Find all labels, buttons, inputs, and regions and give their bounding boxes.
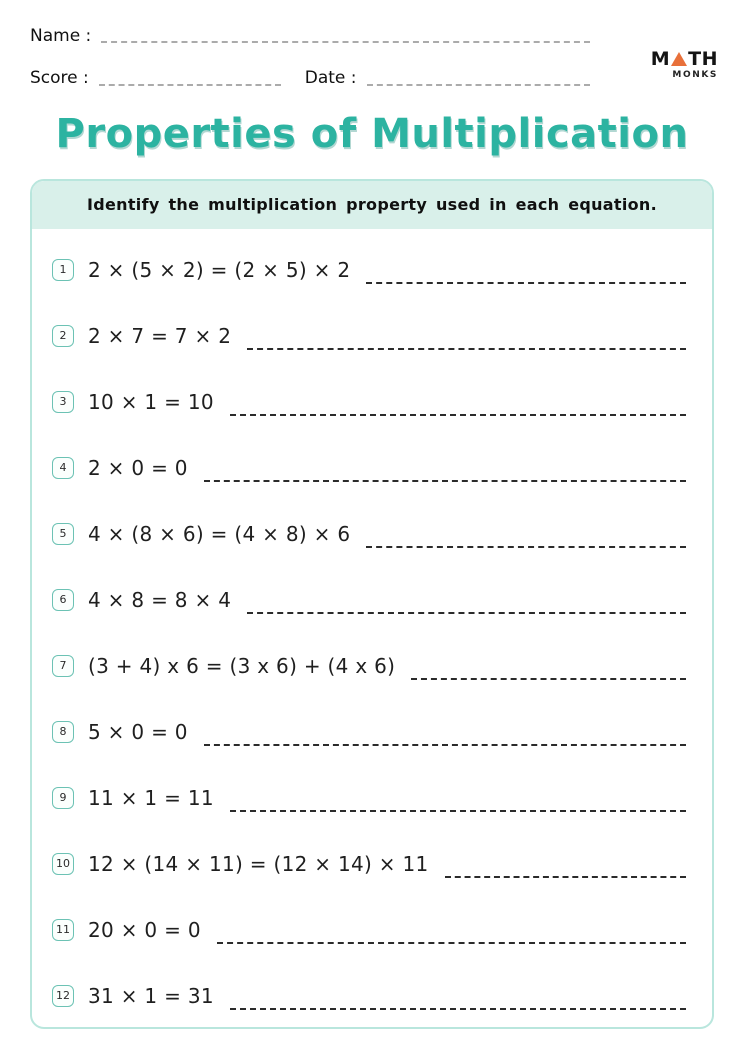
question-number-badge: 9 <box>52 787 74 809</box>
equation-text: 12 × (14 × 11) = (12 × 14) × 11 <box>88 851 429 876</box>
answer-line[interactable] <box>445 876 686 878</box>
logo-m: M <box>650 48 671 70</box>
date-label: Date : <box>304 68 357 89</box>
score-input-line[interactable] <box>99 84 281 86</box>
worksheet-box <box>30 179 714 1029</box>
answer-line[interactable] <box>411 678 686 680</box>
logo-wordmark <box>651 50 718 69</box>
question-number-badge: 12 <box>52 985 74 1007</box>
equation-text: 10 × 1 = 10 <box>88 389 214 414</box>
question-row <box>52 237 686 303</box>
question-row <box>52 963 686 1029</box>
equation-text: 4 × 8 = 8 × 4 <box>88 587 232 612</box>
equation-text: (3 + 4) x 6 = (3 x 6) + (4 x 6) <box>88 653 396 678</box>
question-row <box>52 567 686 633</box>
instruction-text: Identify the multiplication property used in each equation. <box>87 195 657 215</box>
question-row <box>52 303 686 369</box>
answer-line[interactable] <box>230 810 686 812</box>
answer-line[interactable] <box>247 612 686 614</box>
equation-text: 4 × (8 × 6) = (4 × 8) × 6 <box>88 521 351 546</box>
answer-line[interactable] <box>204 480 686 482</box>
answer-line[interactable] <box>230 414 686 416</box>
question-row <box>52 435 686 501</box>
question-number-badge: 5 <box>52 523 74 545</box>
equation-text: 2 × 0 = 0 <box>88 455 188 480</box>
question-row <box>52 897 686 963</box>
question-number-badge: 7 <box>52 655 74 677</box>
question-number-badge: 8 <box>52 721 74 743</box>
question-row <box>52 765 686 831</box>
equation-text: 2 × 7 = 7 × 2 <box>88 323 232 348</box>
logo-monks: MONKS <box>672 70 718 80</box>
equation-text: 31 × 1 = 31 <box>88 983 214 1008</box>
equation-text: 11 × 1 = 11 <box>88 785 214 810</box>
answer-line[interactable] <box>247 348 686 350</box>
page-title: Properties of Multiplication <box>55 110 689 157</box>
score-date-row <box>30 68 590 88</box>
answer-line[interactable] <box>204 744 686 746</box>
question-number-badge: 10 <box>52 853 74 875</box>
name-input-line[interactable] <box>101 41 590 43</box>
question-number-badge: 1 <box>52 259 74 281</box>
answer-line[interactable] <box>366 546 686 548</box>
equation-text: 5 × 0 = 0 <box>88 719 188 744</box>
question-number-badge: 4 <box>52 457 74 479</box>
logo-th: TH <box>688 48 718 70</box>
math-monks-logo <box>651 50 718 80</box>
date-input-line[interactable] <box>367 84 590 86</box>
instruction-banner <box>32 181 712 229</box>
question-row <box>52 831 686 897</box>
equation-text: 20 × 0 = 0 <box>88 917 201 942</box>
question-number-badge: 2 <box>52 325 74 347</box>
score-label: Score : <box>30 68 89 89</box>
answer-line[interactable] <box>366 282 686 284</box>
name-row <box>30 26 590 46</box>
question-row <box>52 633 686 699</box>
name-label: Name : <box>30 26 92 46</box>
question-number-badge: 6 <box>52 589 74 611</box>
question-list <box>32 229 712 1029</box>
question-number-badge: 3 <box>52 391 74 413</box>
question-row <box>52 501 686 567</box>
question-row <box>52 369 686 435</box>
answer-line[interactable] <box>217 942 686 944</box>
triangle-icon <box>671 52 687 66</box>
question-number-badge: 11 <box>52 919 74 941</box>
equation-text: 2 × (5 × 2) = (2 × 5) × 2 <box>88 257 351 282</box>
header-fields <box>30 26 590 89</box>
question-row <box>52 699 686 765</box>
answer-line[interactable] <box>230 1008 686 1010</box>
